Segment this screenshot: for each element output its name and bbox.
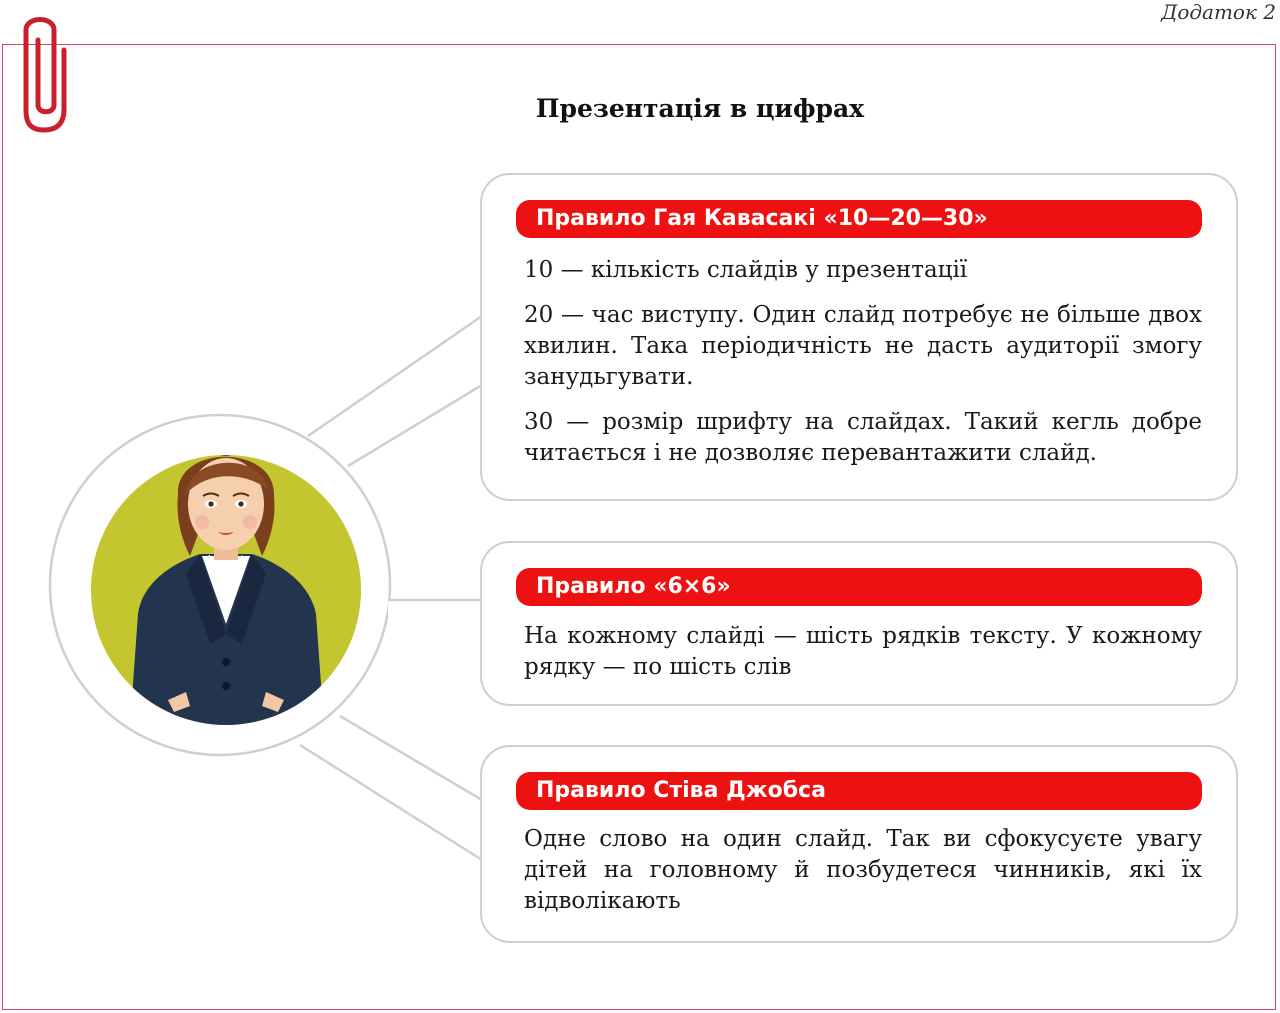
businesswoman-avatar: [90, 424, 362, 726]
rule-heading: Правило Гая Кавасакі «10—20—30»: [516, 200, 1202, 238]
rule-paragraph: На кожному слайді — шість рядків тексту. У кожному рядку — по шість слів: [524, 623, 1202, 680]
page-title: Презентація в цифрах: [535, 94, 865, 123]
rule-card-kawasaki: [480, 173, 1238, 501]
rule-body: [524, 255, 1202, 483]
rule-card-6x6: [480, 541, 1238, 706]
rule-paragraph: Одне слово на один слайд. Так ви сфокусуєте увагу дітей на головному й позбудетеся чинників, які їх відволікають: [524, 826, 1202, 914]
rule-paragraph: 20 — час виступу. Один слайд потребує не більше двох хвилин. Така періодичність не дасть аудиторії змогу занудьгувати.: [524, 302, 1202, 390]
rule-paragraph: 30 — розмір шрифту на слайдах. Такий кегль добре читається і не дозволяє перевантажити слайд.: [524, 409, 1202, 466]
rule-heading: Правило Стіва Джобса: [516, 772, 1202, 810]
appendix-label: Додаток 2: [1161, 0, 1276, 24]
rule-body: [524, 824, 1202, 931]
rule-paragraph: 10 — кількість слайдів у презентації: [524, 257, 968, 283]
rule-card-jobs: [480, 745, 1238, 943]
rule-body: [524, 621, 1202, 697]
rule-heading: Правило «6×6»: [516, 568, 1202, 606]
